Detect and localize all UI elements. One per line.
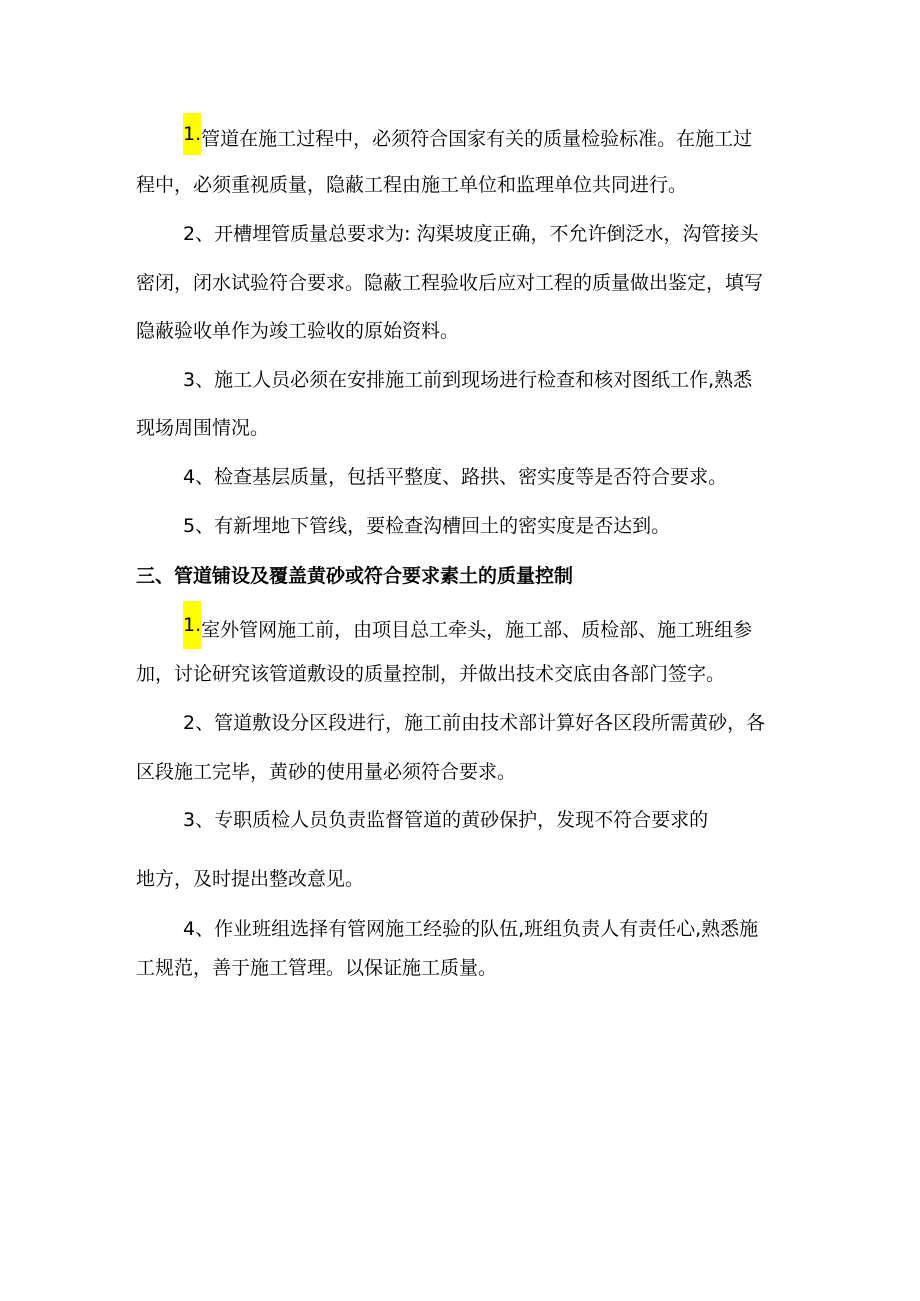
s3-item2-line1: 2、管道敷设分区段进行，施工前由技术部计算好各区段所需黄砂，各 (183, 712, 766, 734)
s2-item5-line1: 5、有新埋地下管线，要检查沟槽回土的密实度是否达到。 (183, 515, 671, 537)
s3-item3-line1: 3、专职质检人员负责监督管道的黄砂保护，发现不符合要求的 (183, 809, 709, 831)
paragraph-text: 室外管网施工前，由项目总工牵头，施工部、质检部、施工班组参 (201, 619, 753, 641)
s2-item3-line1: 3、施工人员必须在安排施工前到现场进行检查和核对图纸工作,熟悉 (183, 369, 753, 391)
s2-item1-line2: 程中，必须重视质量，隐蔽工程由施工单位和监理单位共同进行。 (136, 174, 688, 196)
s2-item3-line2: 现场周围情况。 (136, 417, 270, 439)
highlight-mark: 1. (183, 601, 201, 649)
s3-item4-line2: 工规范，善于施工管理。以保证施工质量。 (136, 957, 498, 979)
section-heading: 三、管道铺设及覆盖黄砂或符合要求素土的质量控制 (136, 565, 574, 587)
s2-item2-line1: 2、开槽埋管质量总要求为: 沟渠坡度正确，不允许倒泛水，沟管接头 (183, 223, 759, 245)
s3-item1-line2: 加，讨论研究该管道敷设的质量控制，并做出技术交底由各部门签字。 (136, 663, 726, 685)
s2-item2-line3: 隐蔽验收单作为竣工验收的原始资料。 (136, 320, 460, 342)
highlight-mark: 1. (183, 113, 201, 155)
s2-item4-line1: 4、检查基层质量，包括平整度、路拱、密实度等是否符合要求。 (183, 466, 728, 488)
s3-item2-line2: 区段施工完毕，黄砂的使用量必须符合要求。 (136, 761, 517, 783)
s2-item1-line1 (183, 124, 752, 150)
s2-item2-line2: 密闭，闭水试验符合要求。隐蔽工程验收后应对工程的质量做出鉴定，填写 (136, 272, 764, 294)
paragraph-text: 管道在施工过程中，必须符合国家有关的质量检验标准。在施工过 (201, 128, 753, 150)
s3-item4-line1: 4、作业班组选择有管网施工经验的队伍,班组负责人有责任心,熟悉施 (183, 918, 759, 940)
s3-item3-line2: 地方，及时提出整改意见。 (136, 868, 365, 890)
s3-item1-line1 (183, 612, 753, 641)
